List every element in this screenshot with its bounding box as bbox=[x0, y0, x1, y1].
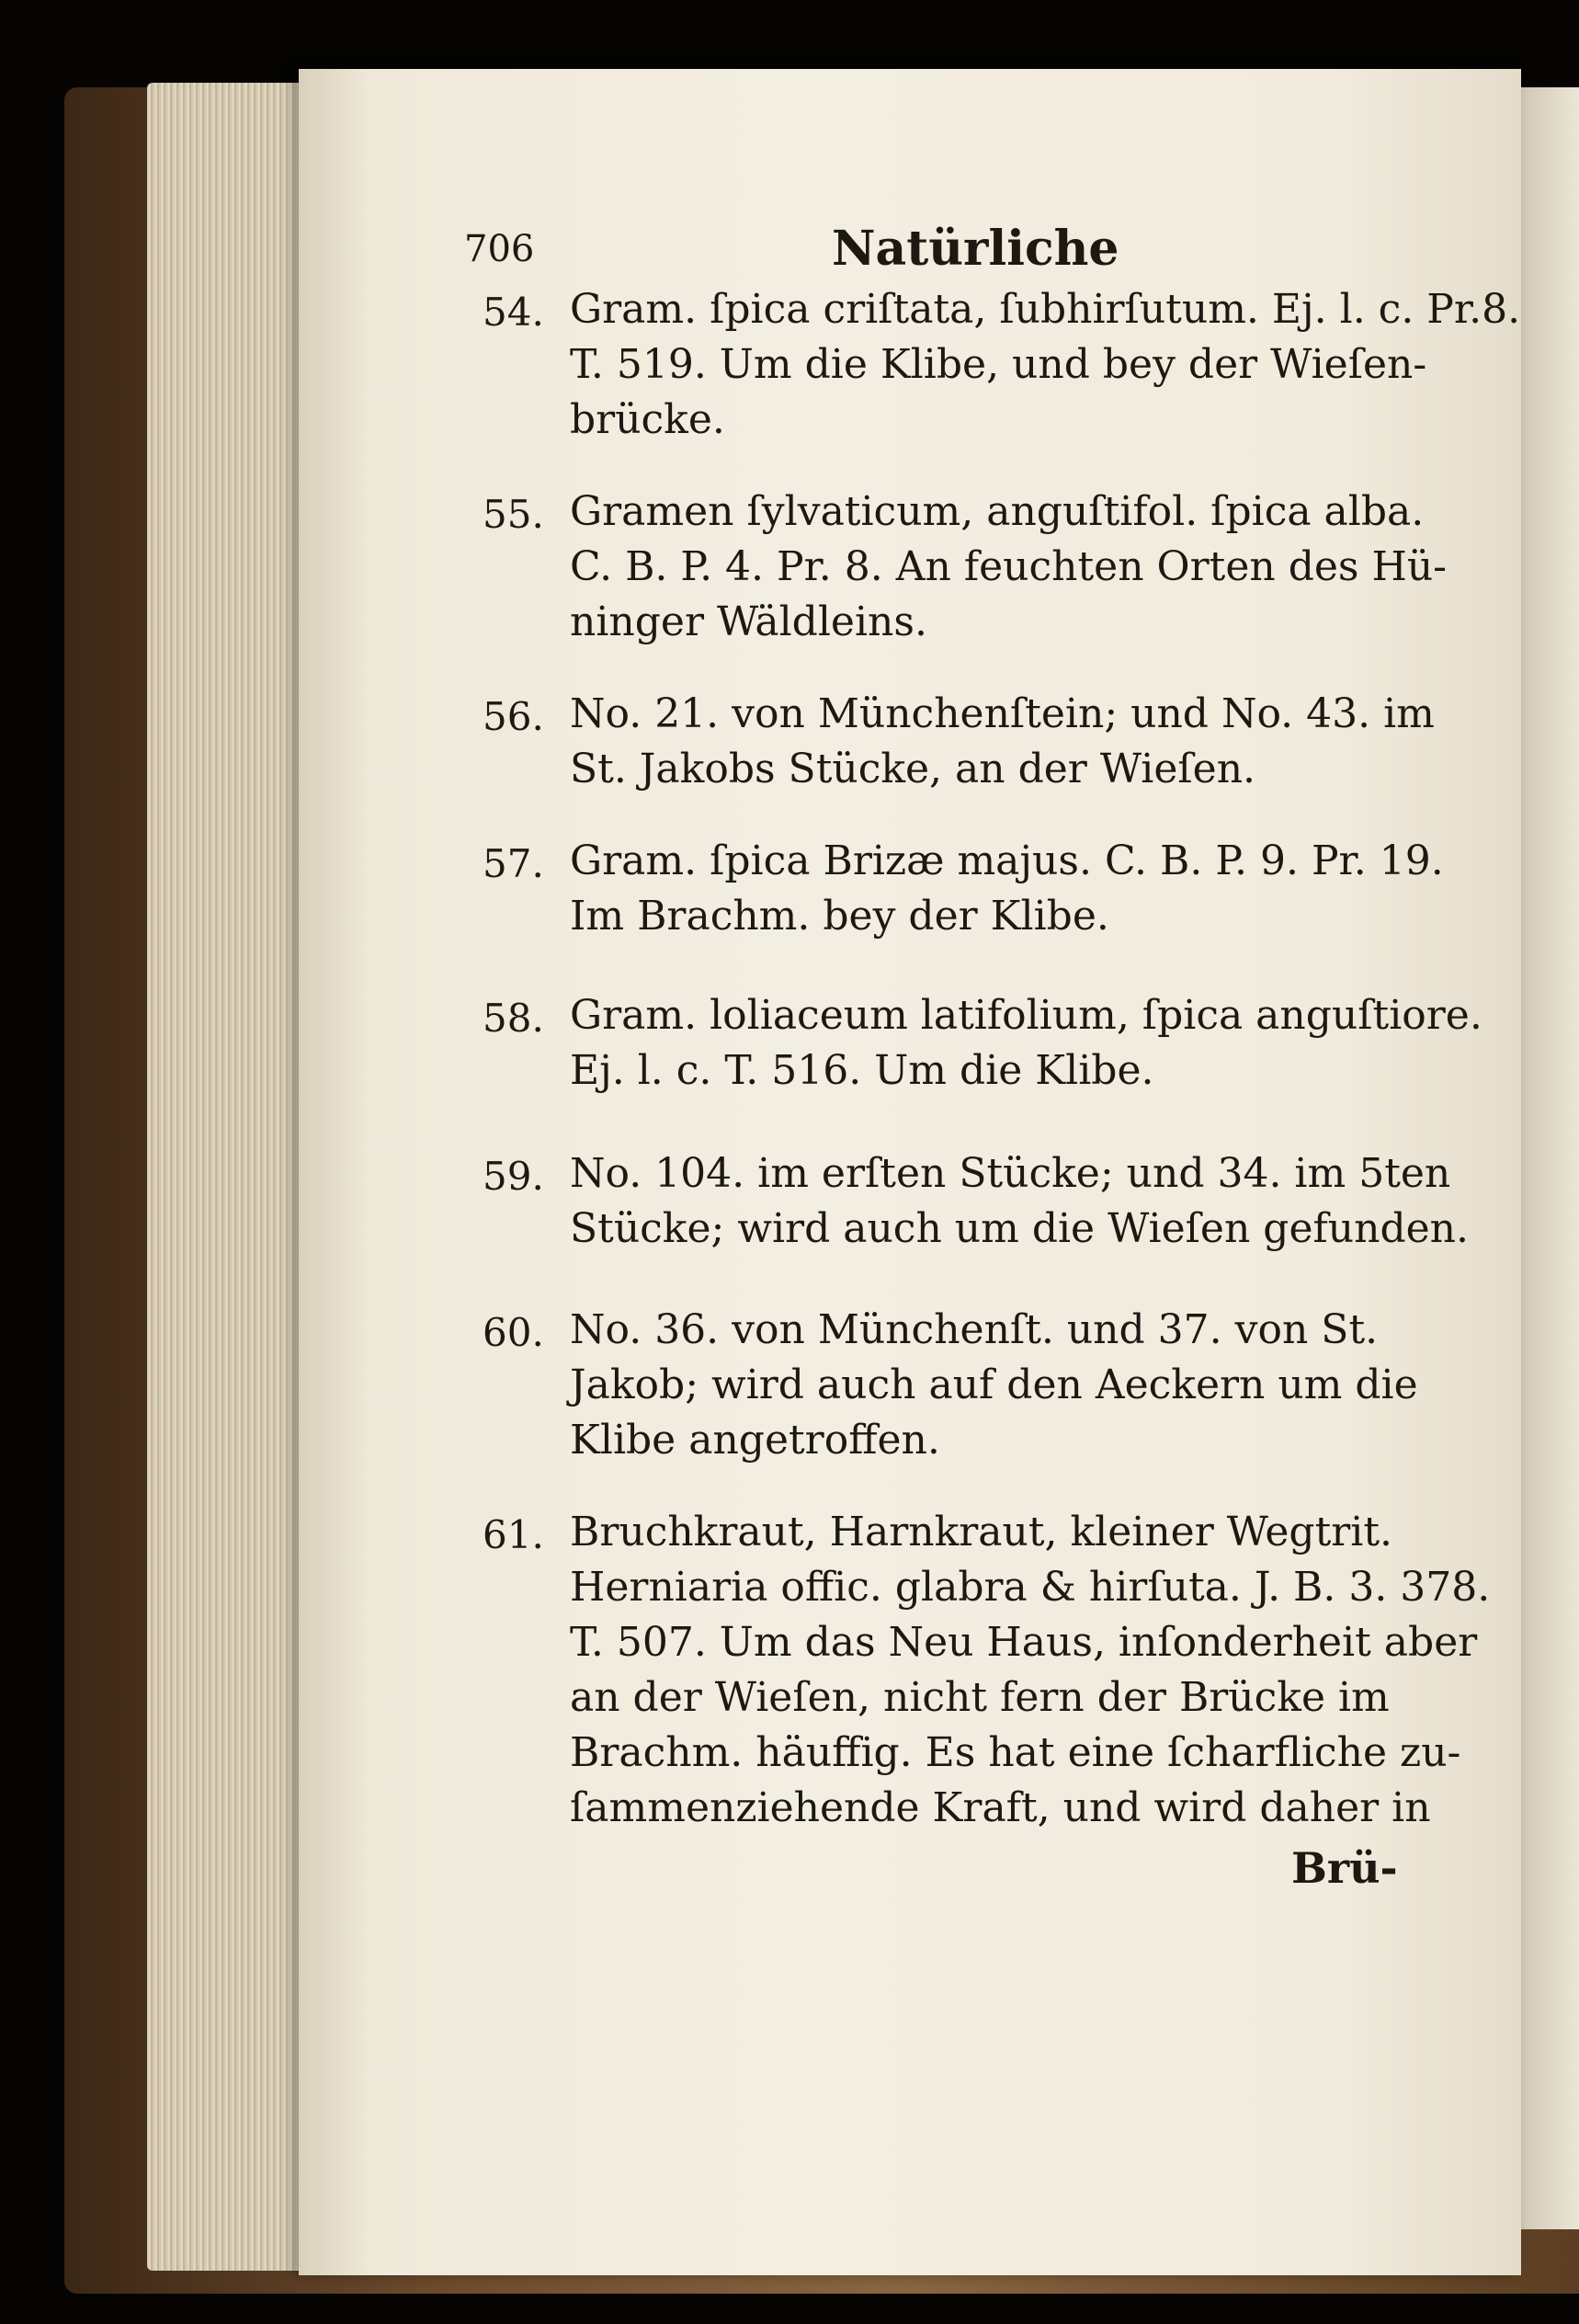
entry-line: Stücke; wird auch um die Wieſen gefunden. bbox=[570, 1205, 1469, 1252]
catchword: Brü- bbox=[1291, 1843, 1398, 1893]
entry-number: 57. bbox=[483, 841, 544, 886]
entry-line: Klibe angetroffen. bbox=[570, 1417, 940, 1464]
page-number: 706 bbox=[464, 228, 535, 270]
entry-number: 61. bbox=[483, 1512, 544, 1557]
entry-number: 58. bbox=[483, 996, 544, 1041]
entry-line: T. 507. Um das Neu Haus, inſonderheit aber bbox=[570, 1619, 1478, 1666]
entry-line: Gramen ſylvaticum, anguſtifol. ſpica alba. bbox=[570, 488, 1425, 535]
entry-line: T. 519. Um die Klibe, und bey der Wieſen- bbox=[570, 341, 1427, 388]
entry-line: No. 104. im erſten Stücke; und 34. im 5ten bbox=[570, 1150, 1451, 1197]
entry-line: No. 21. von Münchenſtein; und No. 43. im bbox=[570, 690, 1435, 737]
facing-page-edge bbox=[1517, 87, 1579, 2229]
entry-line: Jakob; wird auch auf den Aeckern um die bbox=[570, 1361, 1418, 1408]
entry-line: ſammenziehende Kraft, und wird daher in bbox=[570, 1784, 1431, 1831]
entry-number: 59. bbox=[483, 1154, 544, 1199]
entry-line: Im Brachm. bey der Klibe. bbox=[570, 893, 1109, 940]
page-edges bbox=[147, 83, 322, 2271]
entry-line: an der Wieſen, nicht fern der Brücke im bbox=[570, 1674, 1390, 1721]
entry-line: ninger Wäldleins. bbox=[570, 598, 927, 645]
entry-line: Ej. l. c. T. 516. Um die Klibe. bbox=[570, 1047, 1154, 1094]
entry-number: 54. bbox=[483, 290, 544, 335]
entry-number: 60. bbox=[483, 1310, 544, 1355]
entry-number: 55. bbox=[483, 492, 544, 537]
entry-line: Brachm. häuffig. Es hat eine ſcharfliche zu- bbox=[570, 1729, 1461, 1776]
entry-line: No. 36. von Münchenſt. und 37. von St. bbox=[570, 1306, 1379, 1353]
entry-number: 56. bbox=[483, 694, 544, 739]
entry-line: Gram. ſpica Brizæ majus. C. B. P. 9. Pr. 19. bbox=[570, 837, 1444, 884]
running-head bbox=[464, 221, 1402, 285]
entry-line: Gram. ſpica criſtata, ſubhirſutum. Ej. l. c. Pr.8. bbox=[570, 286, 1521, 333]
page-title: Natürliche bbox=[832, 221, 1119, 277]
entry-line: St. Jakobs Stücke, an der Wieſen. bbox=[570, 746, 1256, 792]
entry-line: brücke. bbox=[570, 396, 725, 443]
entry-line: Bruchkraut, Harnkraut, kleiner Wegtrit. bbox=[570, 1509, 1393, 1555]
entry-line: Gram. loliaceum latifolium, ſpica anguſtiore. bbox=[570, 992, 1482, 1039]
entry-line: C. B. P. 4. Pr. 8. An feuchten Orten des Hü- bbox=[570, 543, 1448, 590]
entry-line: Herniaria offic. glabra & hirſuta. J. B. 3. 378. bbox=[570, 1564, 1491, 1611]
